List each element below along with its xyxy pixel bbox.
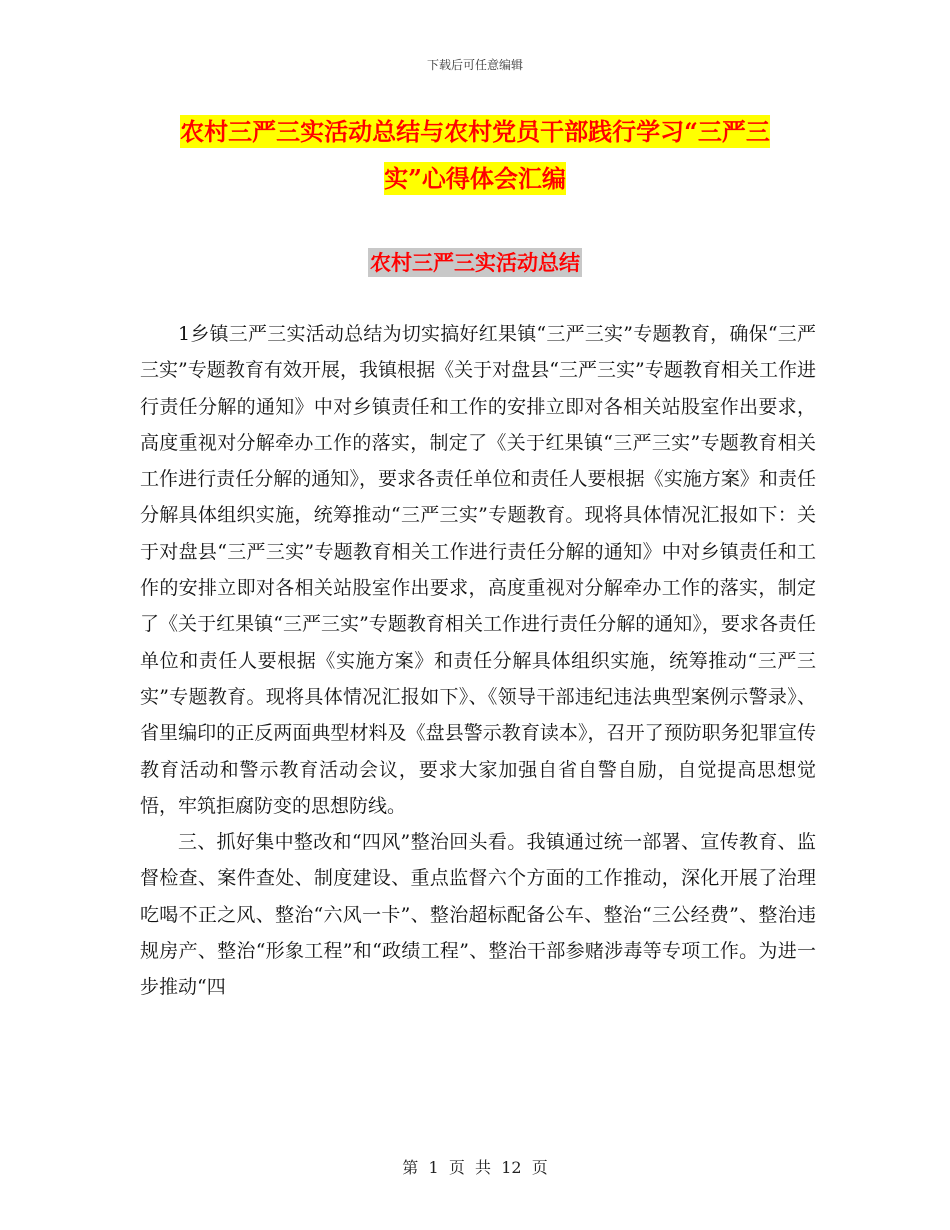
header-note: 下载后可任意编辑 xyxy=(426,58,523,72)
section-title xyxy=(0,247,950,277)
footer-total-unit: 页 xyxy=(531,1158,548,1177)
footer-page-unit: 页 xyxy=(448,1158,465,1177)
paragraph: 1乡镇三严三实活动总结为切实搞好红果镇“三严三实”专题教育，确保“三严三实”专题教育有效开展，我镇根据《关于对盘县“三严三实”专题教育相关工作进行责任分解的通知》中对乡镇责任和工作的安排立即对各相关站股室作出要求，高度重视对分解牵办工作的落实，制定了《关于红果镇“三严三实”专题教育相关工作进行责任分解的通知》，要求各责任单位和责任人要根据《实施方案》和责任分解具体组织实施，统筹推动“三严三实”专题教育。现将具体情况汇报如下：关于对盘县“三严三实”专题教育相关工作进行责任分解的通知》中对乡镇责任和工作的安排立即对各相关站股室作出要求，高度重视对分解牵办工作的落实，制定了《关于红果镇“三严三实”专题教育相关工作进行责任分解的通知》，要求各责任单位和责任人要根据《实施方案》和责任分解具体组织实施，统筹推动“三严三实”专题教育。现将具体情况汇报如下》、《领导干部违纪违法典型案例示警录》、省里编印的正反两面典型材料及《盘县警示教育读本》，召开了预防职务犯罪宣传教育活动和警示教育活动会议，要求大家加强自省自警自励，自觉提高思想觉悟，牢筑拒腐防变的思想防线。 xyxy=(140,323,816,817)
document-title-text: 农村三严三实活动总结与农村党员干部践行学习“三严三实”心得体会汇编 xyxy=(180,117,770,193)
footer-page-current: 1 xyxy=(428,1158,439,1177)
page-footer xyxy=(0,1155,950,1178)
section-title-text: 农村三严三实活动总结 xyxy=(370,250,580,275)
footer-total-label: 共 xyxy=(475,1158,492,1177)
footer-page-total: 12 xyxy=(501,1158,522,1177)
footer-page-label: 第 xyxy=(402,1158,419,1177)
document-title xyxy=(150,108,800,202)
paragraph: 三、抓好集中整改和“四风”整治回头看。我镇通过统一部署、宣传教育、监督检查、案件查处、制度建设、重点监督六个方面的工作推动，深化开展了治理吃喝不正之风、整治“六风一卡”、整治超标配备公车、整治“三公经费”、整治违规房产、整治“形象工程”和“政绩工程”、整治干部参赌涉毒等专项工作。为进一步推动“四 xyxy=(140,831,816,999)
document-body xyxy=(140,316,816,1006)
